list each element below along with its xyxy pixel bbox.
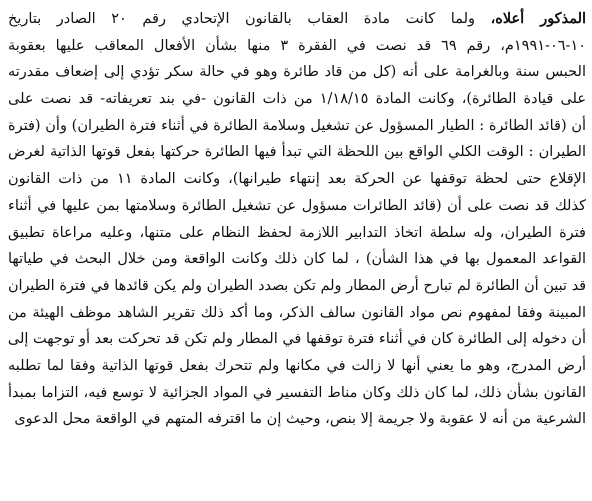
text-line-13: أن دخوله إلى الطائرة كان في أثناء فترة توقفها في المطار ولم تكن قد تحركت بعد أو توجهت إلى <box>8 331 586 348</box>
text-line-1-content: ولما كانت مادة العقاب بالقانون الإتحادي رقم ٢٠ الصادر بتاريخ <box>8 11 475 27</box>
text-line-15: القانون بشأن ذلك، لما كان ذلك وكان مناط التفسير في المواد الجزائية لا توسع فيه، التزاما بمبدأ <box>8 384 586 401</box>
text-line-14: أرض المدرج، وهو ما يعني أنها لا زالت في مكانها ولم تتحرك بفعل قوتها الذاتية وفقا لما تطلبه <box>8 357 586 374</box>
text-line-16: الشرعية من أنه لا عقوبة ولا جريمة إلا بنص، وحيث إن ما اقترفه المتهم في الواقعة محل الدعوى <box>14 411 586 428</box>
text-line-10: القواعد المعمول بها في هذا الشأن) ، لما كان ذلك وكانت الواقعة ومن خلال البحث في طياتها <box>8 251 586 268</box>
text-line-1 <box>8 6 586 33</box>
text-line-8: كذلك قد نصت على أن (قائد الطائرات مسؤول عن تشغيل الطائرة وسلامتها بمن عليها في أثناء <box>8 197 586 214</box>
text-line-5: أن (قائد الطائرة : الطيار المسؤول عن تشغيل وسلامة الطائرة في أثناء فترة الطيران) وأن (فترة <box>8 117 586 134</box>
text-line-11: قد تبين أن الطائرة لم تبارح أرض المطار ولم تكن بصدد الطيران ولم يكن قائدها في فترة الطيران <box>8 277 586 294</box>
document-body <box>8 6 586 433</box>
text-line-4: على قيادة الطائرة)، وكانت المادة ١/١٨/١٥ من ذات القانون -في بند تعريفاته- قد نصت على <box>8 91 586 108</box>
text-line-12: المبينة وفقا لمفهوم نص مواد القانون سالف الذكر، وما أكد ذلك تقرير الشاهد موظف الهيئة من <box>8 304 586 321</box>
text-line-2: ١٠-٠٦-١٩٩١م، رقم ٦٩ قد نصت في الفقرة ٣ منها بشأن الأفعال المعاقب عليها بعقوبة <box>8 37 586 54</box>
text-line-3: الحبس سنة وبالغرامة على أنه (كل من قاد طائرة وهو في حالة سكر تؤدي إلى إضعاف مقدرته <box>8 64 586 81</box>
text-line-9: فترة الطيران، وله سلطة اتخاذ التدابير اللازمة لحفظ النظام على متنها، وعليه مراعاة تطبيق <box>8 224 586 241</box>
lead-bold-text: المذكور أعلاه، <box>490 10 586 27</box>
text-line-7: الإقلاع حتى لحظة توقفها عن الحركة بعد إنتهاء طيرانها)، وكانت المادة ١١ من ذات القانون <box>8 171 586 188</box>
text-line-6: الطيران : الوقت الكلي الواقع بين اللحظة التي تبدأ فيها الطائرة حركتها بفعل قوتها الذاتية لغرض <box>8 144 586 161</box>
